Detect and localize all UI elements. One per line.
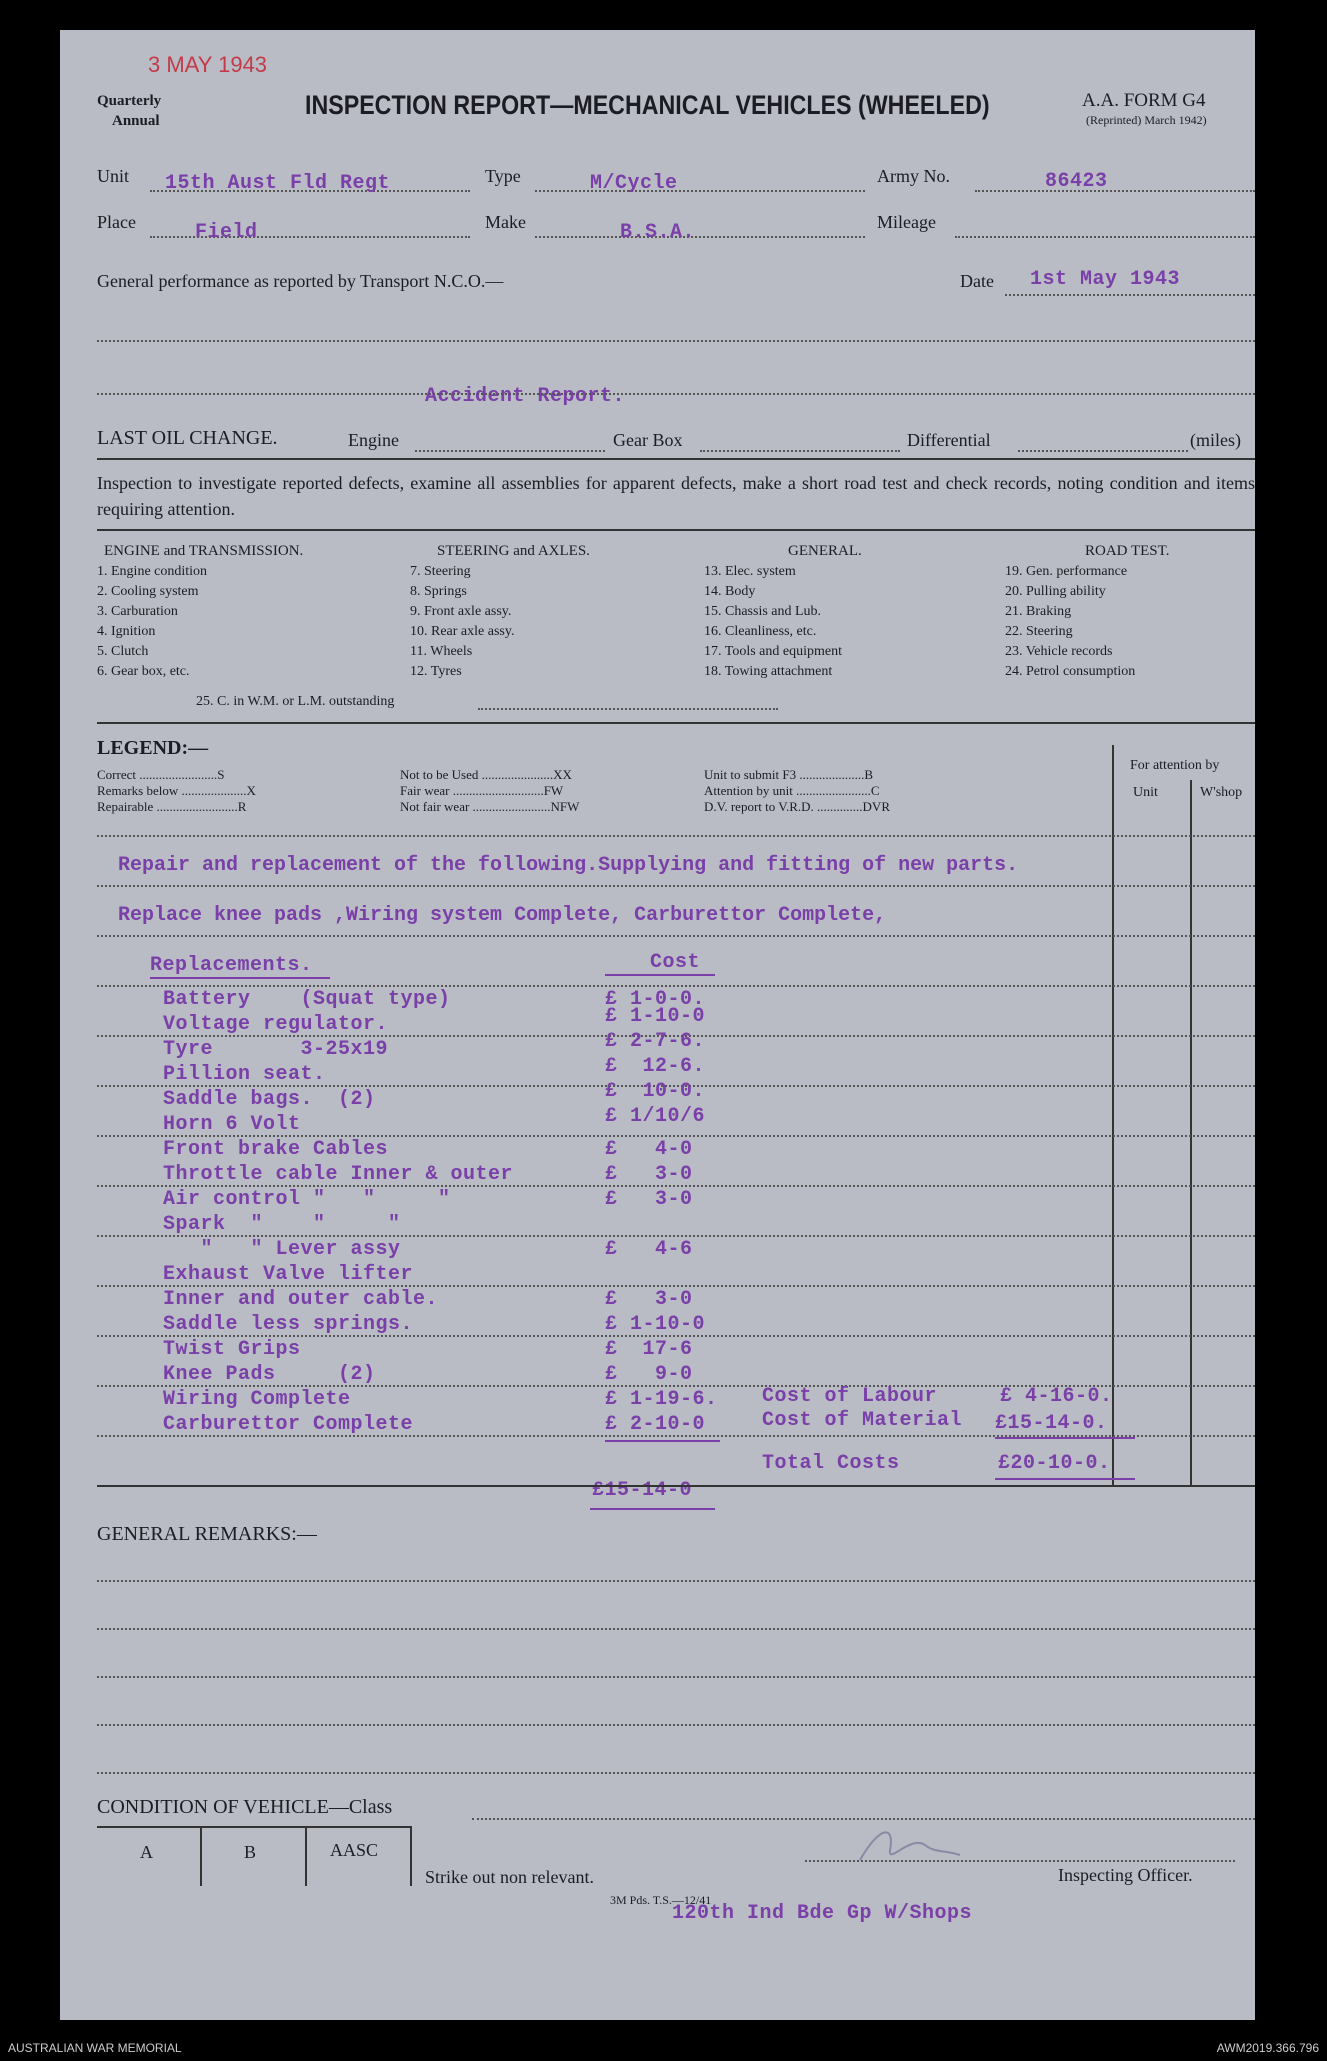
item-cost: £ 4-0 bbox=[605, 1138, 693, 1161]
items-subtotal: £15-14-0 bbox=[592, 1479, 693, 1502]
oil-engine-label: Engine bbox=[348, 430, 399, 450]
oil-differential-label: Differential bbox=[907, 430, 991, 450]
ruled-line bbox=[97, 835, 1255, 837]
labour-value: £ 4-16-0. bbox=[1000, 1385, 1113, 1408]
check-item: 7. Steering bbox=[410, 564, 471, 579]
item-name: Tyre 3-25x19 bbox=[163, 1038, 389, 1061]
class-box-divider-3 bbox=[410, 1826, 412, 1886]
ruled-line bbox=[97, 885, 1255, 887]
item-cost: £ 2-10-0 bbox=[605, 1413, 706, 1436]
items-total-underline bbox=[605, 1440, 720, 1442]
costs-underline bbox=[995, 1437, 1135, 1439]
check-item: 4. Ignition bbox=[97, 624, 156, 639]
performance-line-1 bbox=[97, 340, 1255, 342]
inspecting-officer-label: Inspecting Officer. bbox=[1058, 1865, 1193, 1885]
ruled-line bbox=[97, 1628, 1255, 1630]
officer-signature bbox=[850, 1815, 970, 1875]
class-b: B bbox=[244, 1842, 257, 1862]
item-cost: £ 10-0. bbox=[605, 1080, 706, 1103]
item-cost: £ 4-6 bbox=[605, 1238, 693, 1261]
item-25-line bbox=[478, 708, 778, 710]
class-a: A bbox=[140, 1842, 153, 1862]
quarterly-label: Quarterly bbox=[97, 93, 162, 109]
workshop-value: 120th Ind Bde Gp W/Shops bbox=[672, 1902, 973, 1925]
check-item: 1. Engine condition bbox=[97, 564, 208, 579]
replacements-underline bbox=[150, 977, 330, 979]
material-label: Cost of Material bbox=[762, 1409, 963, 1432]
place-label: Place bbox=[97, 212, 136, 232]
divider-4 bbox=[97, 1485, 1255, 1487]
divider-3 bbox=[97, 722, 1255, 724]
class-box-divider-2 bbox=[305, 1826, 307, 1886]
ruled-line bbox=[97, 935, 1255, 937]
class-box-top bbox=[97, 1826, 412, 1828]
legend-entry: Unit to submit F3 ....................B bbox=[704, 767, 874, 782]
item-cost: £ 12-6. bbox=[605, 1055, 706, 1078]
steering-section-title: STEERING and AXLES. bbox=[437, 543, 590, 559]
for-attention-label: For attention by bbox=[1130, 758, 1220, 773]
repair-line-2: Replace knee pads ,Wiring system Complete, Carburettor Complete, bbox=[118, 904, 887, 927]
ruled-line bbox=[97, 1772, 1255, 1774]
type-value: M/Cycle bbox=[590, 172, 678, 195]
last-oil-change-title: LAST OIL CHANGE. bbox=[97, 427, 278, 449]
performance-line-2 bbox=[97, 393, 1255, 395]
inspection-instructions: Inspection to investigate reported defects, examine all assemblies for apparent defects, make a short road test and check records, noting condition and items requiring attention. bbox=[97, 473, 1255, 519]
accident-report: Accident Report. bbox=[425, 385, 626, 408]
item-name: Exhaust Valve lifter bbox=[163, 1263, 414, 1286]
cost-header: Cost bbox=[650, 951, 701, 974]
print-reference: 3M Pds. T.S.—12/41 bbox=[610, 1893, 712, 1907]
check-item: 9. Front axle assy. bbox=[410, 604, 512, 619]
attention-wshop-label: W'shop bbox=[1200, 785, 1243, 800]
check-item: 11. Wheels bbox=[410, 644, 473, 659]
item-name: Battery (Squat type) bbox=[163, 988, 451, 1011]
item-cost: £ 1-0-0. bbox=[605, 988, 706, 1011]
class-aasc: AASC bbox=[330, 1840, 379, 1860]
date-stamp: 3 MAY 1943 bbox=[148, 52, 268, 77]
ruled-line bbox=[97, 985, 1255, 987]
labour-label: Cost of Labour bbox=[762, 1385, 938, 1408]
total-costs-label: Total Costs bbox=[762, 1452, 900, 1475]
item-name: Saddle less springs. bbox=[163, 1313, 414, 1336]
item-name: Wiring Complete bbox=[163, 1388, 351, 1411]
item-cost: £ 1/10/6 bbox=[605, 1105, 706, 1128]
item-cost: £ 1-19-6. bbox=[605, 1388, 718, 1411]
general-remarks-title: GENERAL REMARKS:— bbox=[97, 1523, 317, 1545]
make-value: B.S.A. bbox=[620, 221, 696, 244]
unit-value: 15th Aust Fld Regt bbox=[165, 172, 391, 195]
item-name: Saddle bags. (2) bbox=[163, 1088, 376, 1111]
general-section-title: GENERAL. bbox=[788, 543, 862, 559]
legend-entry: Correct ........................S bbox=[97, 767, 225, 782]
divider-2 bbox=[97, 529, 1255, 531]
strike-out-note: Strike out non relevant. bbox=[425, 1867, 594, 1887]
check-item: 14. Body bbox=[704, 584, 756, 599]
oil-differential-line bbox=[1018, 450, 1188, 452]
item-name: " " Lever assy bbox=[163, 1238, 401, 1261]
archive-credit: AUSTRALIAN WAR MEMORIAL bbox=[8, 2041, 182, 2055]
item-cost: £ 3-0 bbox=[605, 1188, 693, 1211]
army-number-label: Army No. bbox=[877, 166, 950, 186]
check-item: 8. Springs bbox=[410, 584, 467, 599]
class-box-divider-1 bbox=[200, 1826, 202, 1886]
legend-entry: Not to be Used ......................XX bbox=[400, 767, 572, 782]
type-label: Type bbox=[485, 166, 521, 186]
check-item: 23. Vehicle records bbox=[1005, 644, 1113, 659]
date-label: Date bbox=[960, 271, 994, 291]
annual-label: Annual bbox=[112, 113, 160, 129]
repair-line-1: Repair and replacement of the following.Supplying and fitting of new parts. bbox=[118, 854, 1019, 877]
general-performance-label: General performance as reported by Transport N.C.O.— bbox=[97, 271, 504, 291]
type-line bbox=[535, 190, 865, 192]
item-name: Spark " " " bbox=[163, 1213, 401, 1236]
item-cost: £ 3-0 bbox=[605, 1288, 693, 1311]
legend-col-3 bbox=[704, 767, 890, 815]
item-name: Knee Pads (2) bbox=[163, 1363, 376, 1386]
oil-engine-line bbox=[415, 450, 605, 452]
reprinted-note: (Reprinted) March 1942) bbox=[1086, 113, 1207, 127]
subtotal-underline bbox=[590, 1508, 715, 1510]
form-title: INSPECTION REPORT—MECHANICAL VEHICLES (WHEELED) bbox=[305, 90, 990, 120]
item-name: Throttle cable Inner & outer bbox=[163, 1163, 514, 1186]
replacements-label: Replacements. bbox=[150, 954, 313, 977]
legend-entry: Repairable .........................R bbox=[97, 799, 247, 814]
check-item: 15. Chassis and Lub. bbox=[704, 604, 822, 619]
mileage-label: Mileage bbox=[877, 212, 936, 232]
oil-gearbox-line bbox=[700, 450, 900, 452]
oil-gearbox-label: Gear Box bbox=[613, 430, 683, 450]
check-item: 10. Rear axle assy. bbox=[410, 624, 515, 639]
ruled-line bbox=[97, 1580, 1255, 1582]
divider-1 bbox=[97, 458, 1255, 460]
item-name: Front brake Cables bbox=[163, 1138, 389, 1161]
check-item: 21. Braking bbox=[1005, 604, 1072, 619]
archive-reference: AWM2019.366.796 bbox=[1216, 2041, 1319, 2055]
item-cost: £ 9-0 bbox=[605, 1363, 693, 1386]
item-name: Twist Grips bbox=[163, 1338, 301, 1361]
attention-divider-1 bbox=[1112, 745, 1114, 1485]
legend-title: LEGEND:— bbox=[97, 737, 209, 759]
item-cost: £ 17-6 bbox=[605, 1338, 693, 1361]
ruled-line bbox=[97, 1676, 1255, 1678]
item-name: Air control " " " bbox=[163, 1188, 451, 1211]
army-number-value: 86423 bbox=[1045, 170, 1108, 193]
make-line bbox=[535, 236, 865, 238]
army-number-line bbox=[975, 190, 1255, 192]
material-value: £15-14-0. bbox=[995, 1412, 1108, 1435]
mileage-line bbox=[955, 236, 1255, 238]
item-name: Pillion seat. bbox=[163, 1063, 326, 1086]
legend-entry: D.V. report to V.R.D. ..............DVR bbox=[704, 799, 890, 814]
check-item: 5. Clutch bbox=[97, 644, 149, 659]
cost-underline bbox=[605, 974, 715, 976]
place-value: Field bbox=[195, 221, 258, 244]
check-item: 2. Cooling system bbox=[97, 584, 199, 599]
unit-label: Unit bbox=[97, 166, 130, 186]
legend-entry: Attention by unit .......................C bbox=[704, 783, 880, 798]
check-item: 18. Towing attachment bbox=[704, 664, 833, 679]
date-line bbox=[1005, 294, 1255, 296]
item-cost: £ 3-0 bbox=[605, 1163, 693, 1186]
total-underline bbox=[995, 1478, 1135, 1480]
form-number: A.A. FORM G4 bbox=[1082, 90, 1206, 111]
engine-section-title: ENGINE and TRANSMISSION. bbox=[104, 543, 304, 559]
check-item: 3. Carburation bbox=[97, 604, 178, 619]
item-name: Horn 6 Volt bbox=[163, 1113, 301, 1136]
total-costs-value: £20-10-0. bbox=[998, 1452, 1111, 1475]
attention-unit-label: Unit bbox=[1133, 785, 1158, 800]
legend-entry: Remarks below ....................X bbox=[97, 783, 256, 798]
make-label: Make bbox=[485, 212, 526, 232]
date-value: 1st May 1943 bbox=[1030, 268, 1181, 291]
road-test-section-title: ROAD TEST. bbox=[1085, 543, 1170, 559]
legend-entry: Not fair wear ........................NFW bbox=[400, 799, 580, 814]
check-item-25: 25. C. in W.M. or L.M. outstanding bbox=[196, 694, 395, 709]
check-item: 19. Gen. performance bbox=[1005, 564, 1128, 579]
check-item: 24. Petrol consumption bbox=[1005, 664, 1136, 679]
item-name: Carburettor Complete bbox=[163, 1413, 414, 1436]
ruled-line bbox=[97, 1724, 1255, 1726]
check-item: 20. Pulling ability bbox=[1005, 584, 1106, 599]
item-name: Inner and outer cable. bbox=[163, 1288, 439, 1311]
item-name: Voltage regulator. bbox=[163, 1013, 389, 1036]
legend-col-2 bbox=[400, 767, 579, 815]
legend-col-1 bbox=[97, 767, 256, 815]
item-cost: £ 2-7-6. bbox=[605, 1030, 706, 1053]
item-cost: £ 1-10-0 bbox=[605, 1313, 706, 1336]
check-item: 6. Gear box, etc. bbox=[97, 664, 190, 679]
check-item: 22. Steering bbox=[1005, 624, 1073, 639]
oil-miles-label: (miles) bbox=[1190, 430, 1241, 450]
check-item: 16. Cleanliness, etc. bbox=[704, 624, 817, 639]
check-item: 12. Tyres bbox=[410, 664, 462, 679]
condition-title: CONDITION OF VEHICLE—Class bbox=[97, 1796, 393, 1818]
legend-entry: Fair wear ............................FW bbox=[400, 783, 564, 798]
check-item: 17. Tools and equipment bbox=[704, 644, 842, 659]
item-cost: £ 1-10-0 bbox=[605, 1005, 706, 1028]
check-item: 13. Elec. system bbox=[704, 564, 796, 579]
